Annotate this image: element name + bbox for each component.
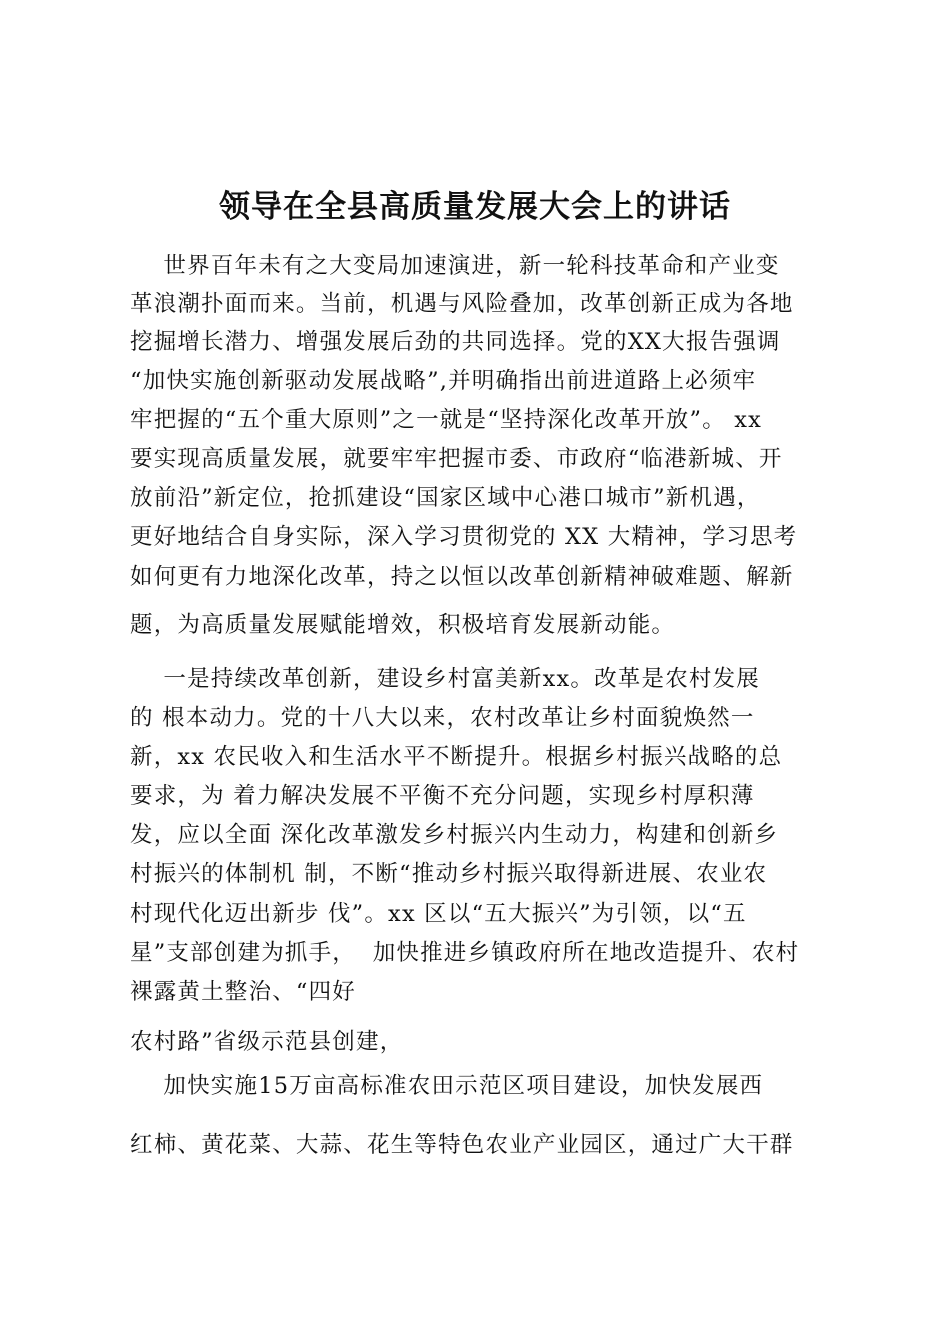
paragraph-line: 一是持续改革创新，建设乡村富美新xx。改革是农村发展	[130, 666, 760, 692]
paragraph-line: 新，xx 农民收入和生活水平不断提升。根据乡村振兴战略的总	[130, 744, 783, 770]
paragraph-line: 加快实施15万亩高标准农田示范区项目建设，加快发展西	[130, 1073, 764, 1099]
paragraph-line: 题，为高质量发展赋能增效，积极培育发展新动能。	[130, 612, 676, 638]
paragraph-line: “加快实施创新驱动发展战略”,并明确指出前进道路上必须牢	[130, 368, 757, 394]
paragraph-line: 村振兴的体制机 制，不断“推动乡村振兴取得新进展、农业农	[130, 861, 768, 887]
paragraph-line: 红柿、黄花菜、大蒜、花生等特色农业产业园区，通过广大干群	[130, 1132, 794, 1158]
paragraph-line: 更好地结合自身实际，深入学习贯彻党的 XX 大精神，学习思考	[130, 524, 798, 550]
paragraph-line: 如何更有力地深化改革，持之以恒以改革创新精神破难题、解新	[130, 564, 794, 590]
paragraph-line: 革浪潮扑面而来。当前，机遇与风险叠加，改革创新正成为各地	[130, 291, 794, 317]
paragraph-line: 牢把握的“五个重大原则”之一就是“坚持深化改革开放”。 xx	[130, 407, 763, 433]
paragraph-line: 的 根本动力。党的十八大以来，农村改革让乡村面貌焕然一	[130, 705, 755, 731]
paragraph-line: 挖掘增长潜力、增强发展后劲的共同选择。党的XX大报告强调	[130, 329, 781, 355]
paragraph-line: 星”支部创建为抓手， 加快推进乡镇政府所在地改造提升、农村	[130, 940, 800, 966]
paragraph-line: 裸露黄土整治、“四好	[130, 979, 357, 1005]
document-title: 领导在全县高质量发展大会上的讲话	[219, 189, 731, 225]
paragraph-line: 农村路”省级示范县创建，	[130, 1029, 404, 1055]
paragraph-line: 要实现高质量发展，就要牢牢把握市委、市政府“临港新城、开	[130, 446, 783, 472]
paragraph-line: 放前沿”新定位，抢抓建设“国家区域中心港口城市”新机遇，	[130, 485, 761, 511]
paragraph-line: 发，应以全面 深化改革激发乡村振兴内生动力，构建和创新乡	[130, 822, 779, 848]
paragraph-line: 村现代化迈出新步 伐”。xx 区以“五大振兴”为引领，以“五	[130, 901, 747, 927]
paragraph-line: 世界百年未有之大变局加速演进，新一轮科技革命和产业变	[130, 253, 780, 279]
paragraph-line: 要求，为 着力解决发展不平衡不充分问题，实现乡村厚积薄	[130, 783, 755, 809]
